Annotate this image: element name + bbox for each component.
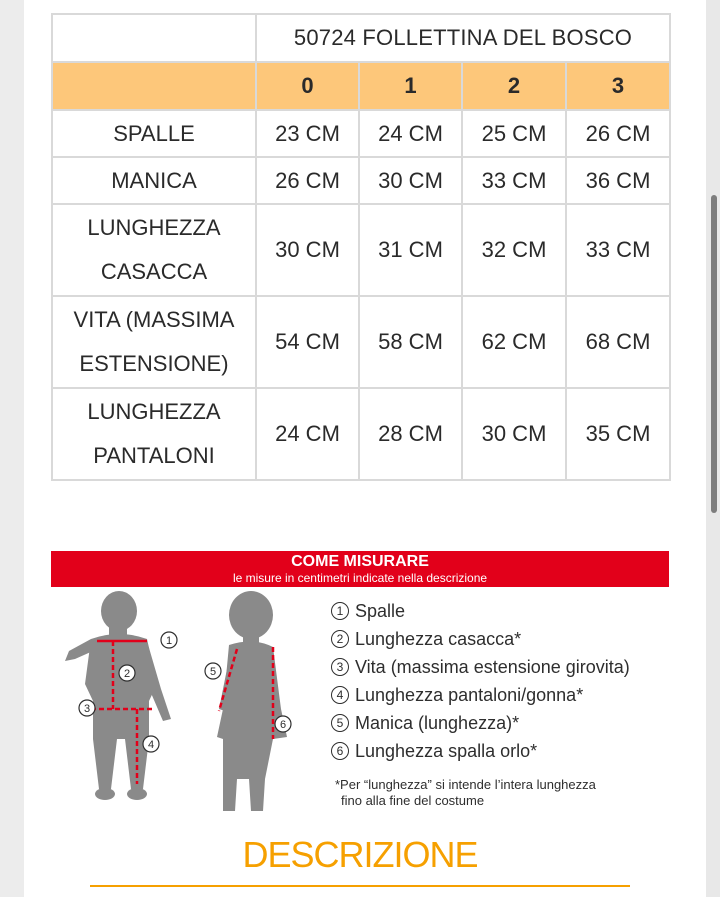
marker-3-label: 3 bbox=[83, 703, 91, 715]
circled-number: 1 bbox=[331, 602, 349, 620]
size-header-row bbox=[52, 62, 670, 110]
circled-number: 6 bbox=[331, 742, 349, 760]
size-header: 1 bbox=[359, 62, 462, 110]
legend-item bbox=[331, 597, 630, 625]
legend-label: Lunghezza spalla orlo* bbox=[355, 740, 538, 761]
row-label: LUNGHEZZA PANTALONI bbox=[52, 388, 256, 480]
legend-item bbox=[331, 681, 630, 709]
table-cell: 24 CM bbox=[359, 110, 462, 157]
legend-label: Spalle bbox=[355, 600, 406, 621]
marker-5-label: 5 bbox=[209, 666, 217, 678]
size-header: 2 bbox=[462, 62, 566, 110]
legend-item bbox=[331, 625, 630, 653]
table-cell: 26 CM bbox=[256, 157, 359, 204]
legend-label: Lunghezza casacca* bbox=[355, 628, 522, 649]
marker-1-label: 1 bbox=[165, 635, 173, 647]
table-cell: 35 CM bbox=[566, 388, 670, 480]
footnote-line: *Per “lunghezza” si intende l’intera lunghezza bbox=[335, 777, 596, 792]
table-cell: 24 CM bbox=[256, 388, 359, 480]
legend-item bbox=[331, 737, 630, 765]
row-label: SPALLE bbox=[52, 110, 256, 157]
product-title: 50724 FOLLETTINA DEL BOSCO bbox=[256, 14, 670, 62]
circled-number: 5 bbox=[331, 714, 349, 732]
marker-4-label: 4 bbox=[147, 739, 155, 751]
measurement-legend bbox=[331, 597, 630, 765]
legend-item bbox=[331, 709, 630, 737]
table-cell: 54 CM bbox=[256, 296, 359, 388]
table-cell: 33 CM bbox=[566, 204, 670, 296]
banner-subtitle: le misure in centimetri indicate nella descrizione bbox=[232, 571, 488, 585]
scrollbar[interactable] bbox=[711, 195, 717, 513]
row-label: MANICA bbox=[52, 157, 256, 204]
table-cell: 33 CM bbox=[462, 157, 566, 204]
legend-label: Vita (massima estensione girovita) bbox=[355, 656, 630, 677]
child-front-silhouette bbox=[65, 591, 171, 800]
table-cell: 62 CM bbox=[462, 296, 566, 388]
legend-label: Lunghezza pantaloni/gonna* bbox=[355, 684, 584, 705]
table-row bbox=[52, 110, 670, 157]
table-cell: 30 CM bbox=[359, 157, 462, 204]
row-label: LUNGHEZZA CASACCA bbox=[52, 204, 256, 296]
circled-number: 4 bbox=[331, 686, 349, 704]
table-title-row bbox=[52, 14, 670, 62]
marker-6-label: 6 bbox=[279, 719, 287, 731]
banner-title: COME MISURARE bbox=[291, 553, 429, 570]
how-to-measure-panel bbox=[51, 551, 669, 826]
child-side-silhouette bbox=[217, 591, 287, 811]
table-corner-cell bbox=[52, 14, 256, 62]
table-cell: 32 CM bbox=[462, 204, 566, 296]
table-cell: 31 CM bbox=[359, 204, 462, 296]
size-header: 0 bbox=[256, 62, 359, 110]
description-heading: DESCRIZIONE bbox=[242, 834, 478, 875]
size-header-corner bbox=[52, 62, 256, 110]
table-row bbox=[52, 204, 670, 296]
table-row bbox=[52, 157, 670, 204]
measurement-figures bbox=[51, 589, 321, 824]
table-row bbox=[52, 388, 670, 480]
table-cell: 68 CM bbox=[566, 296, 670, 388]
table-row bbox=[52, 296, 670, 388]
size-chart-table bbox=[51, 13, 671, 481]
footnote-line: fino alla fine del costume bbox=[341, 793, 485, 808]
how-to-measure-banner bbox=[51, 551, 669, 587]
legend-label: Manica (lunghezza)* bbox=[355, 712, 520, 733]
marker-2-label: 2 bbox=[123, 668, 131, 680]
table-cell: 58 CM bbox=[359, 296, 462, 388]
table-cell: 23 CM bbox=[256, 110, 359, 157]
page-margin-left bbox=[0, 0, 24, 897]
circled-number: 3 bbox=[331, 658, 349, 676]
table-cell: 30 CM bbox=[462, 388, 566, 480]
length-footnote bbox=[335, 777, 675, 809]
table-cell: 26 CM bbox=[566, 110, 670, 157]
table-cell: 28 CM bbox=[359, 388, 462, 480]
table-cell: 30 CM bbox=[256, 204, 359, 296]
table-cell: 25 CM bbox=[462, 110, 566, 157]
row-label: VITA (MASSIMA ESTENSIONE) bbox=[52, 296, 256, 388]
description-divider bbox=[90, 885, 630, 887]
size-header: 3 bbox=[566, 62, 670, 110]
circled-number: 2 bbox=[331, 630, 349, 648]
legend-item bbox=[331, 653, 630, 681]
table-cell: 36 CM bbox=[566, 157, 670, 204]
